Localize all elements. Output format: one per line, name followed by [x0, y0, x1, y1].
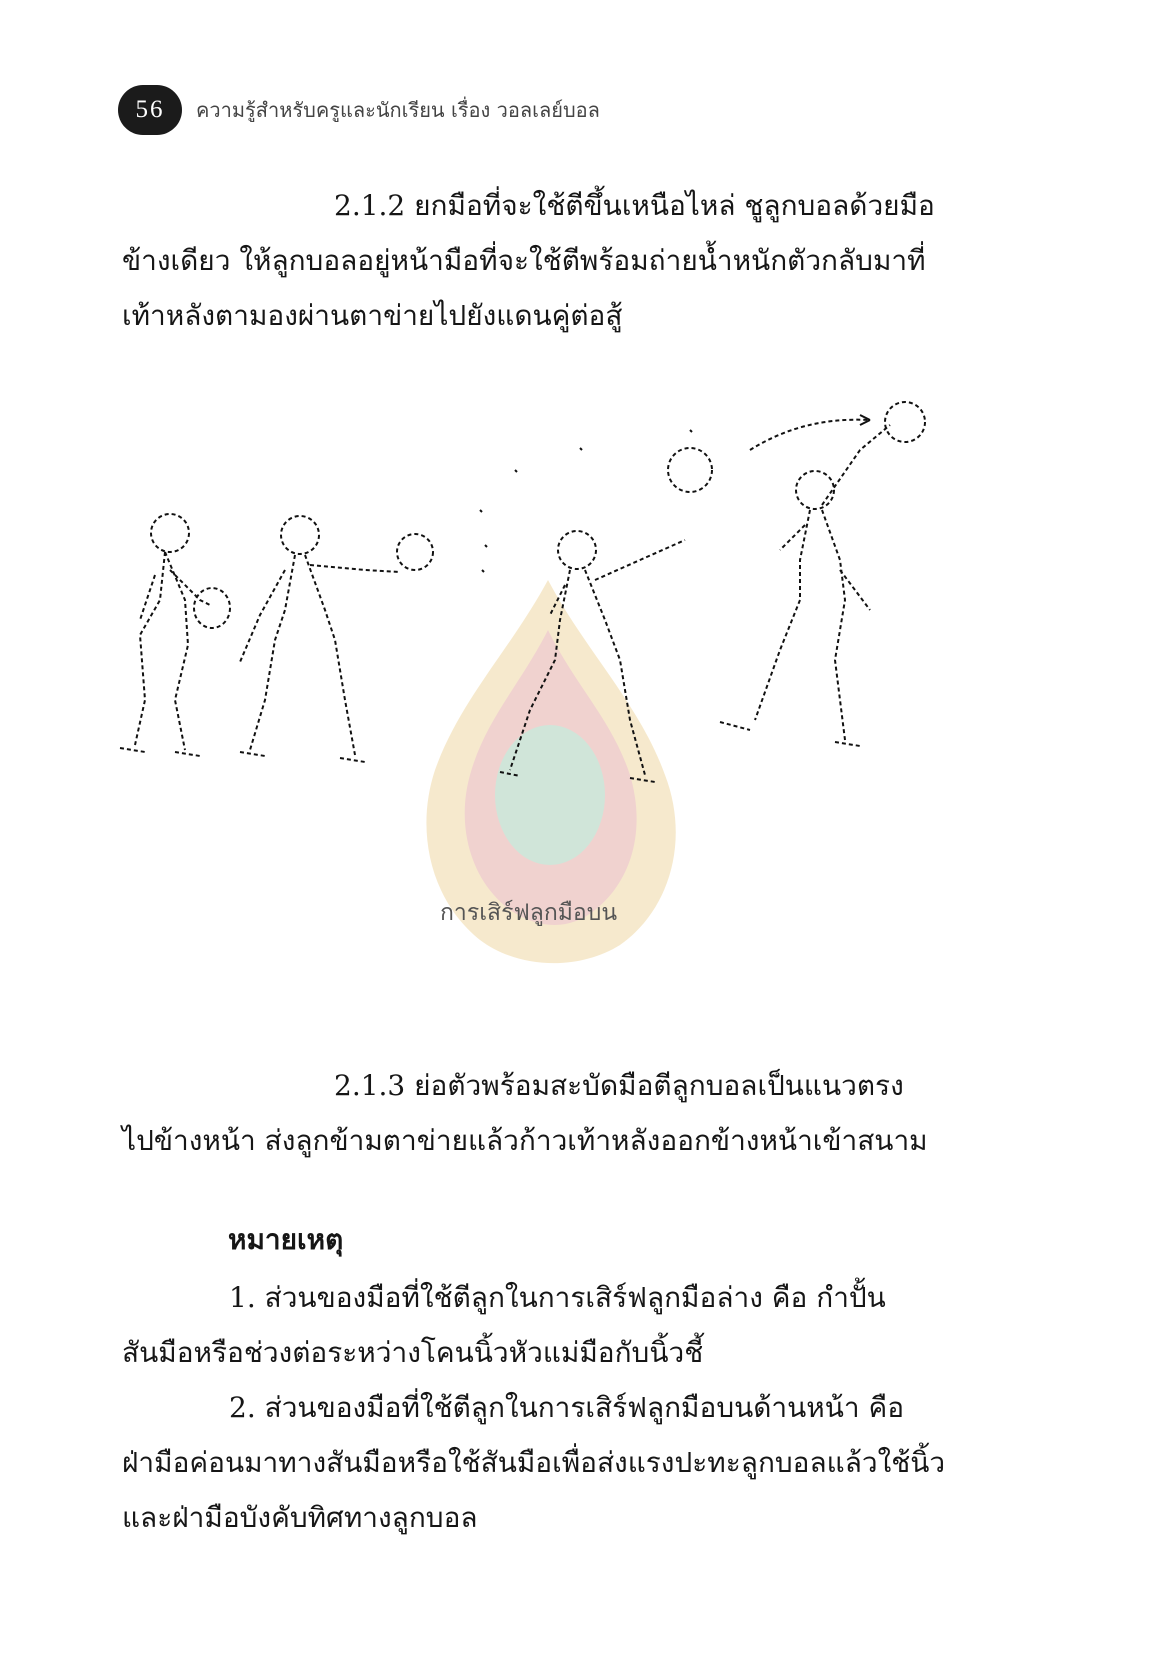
note-1 — [122, 1270, 967, 1380]
page-header — [118, 84, 600, 136]
paragraph-line: 1. ส่วนของมือที่ใช้ตีลูกในการเสิร์ฟลูกมือล่าง คือ กำปั้น — [229, 1281, 886, 1314]
paragraph-line: สันมือหรือช่วงต่อระหว่างโคนนิ้วหัวแม่มือกับนิ้วชี้ — [122, 1336, 704, 1369]
notes-heading: หมายเหตุ — [228, 1223, 344, 1256]
paragraph-2-1-2 — [122, 178, 967, 343]
paragraph-line: ข้างเดียว ให้ลูกบอลอยู่หน้ามือที่จะใช้ตีพร้อมถ่ายน้ำหนักตัวกลับมาที่ — [122, 244, 926, 277]
figure-caption: การเสิร์ฟลูกมือบน — [440, 900, 618, 926]
paragraph-line: เท้าหลังตามองผ่านตาข่ายไปยังแดนคู่ต่อสู้ — [122, 299, 623, 332]
paragraph-line: และฝ่ามือบังคับทิศทางลูกบอล — [122, 1501, 478, 1534]
paragraph-2-1-3 — [122, 1058, 967, 1168]
player-figure-2 — [240, 516, 433, 762]
paragraph-line: 2.1.2 ยกมือที่จะใช้ตีขึ้นเหนือไหล่ ชูลูกบอลด้วยมือ — [334, 189, 935, 222]
paragraph-line: ฝ่ามือค่อนมาทางสันมือหรือใช้สันมือเพื่อส่งแรงปะทะลูกบอลแล้วใช้นิ้ว — [122, 1446, 946, 1479]
paragraph-line: ไปข้างหน้า ส่งลูกข้ามตาข่ายแล้วก้าวเท้าหลังออกข้างหน้าเข้าสนาม — [122, 1124, 928, 1157]
player-figure-1 — [120, 514, 230, 756]
paragraph-line: 2.1.3 ย่อตัวพร้อมสะบัดมือตีลูกบอลเป็นแนวตรง — [334, 1069, 904, 1102]
note-2 — [122, 1380, 967, 1545]
page-number-badge: 56 — [118, 85, 182, 135]
trajectory-arc — [750, 420, 870, 450]
running-title: ความรู้สำหรับครูและนักเรียน เรื่อง วอลเลย์บอล — [196, 98, 600, 122]
paragraph-line: 2. ส่วนของมือที่ใช้ตีลูกในการเสิร์ฟลูกมือบนด้านหน้า คือ — [229, 1391, 905, 1424]
player-figure-4 — [720, 402, 925, 746]
